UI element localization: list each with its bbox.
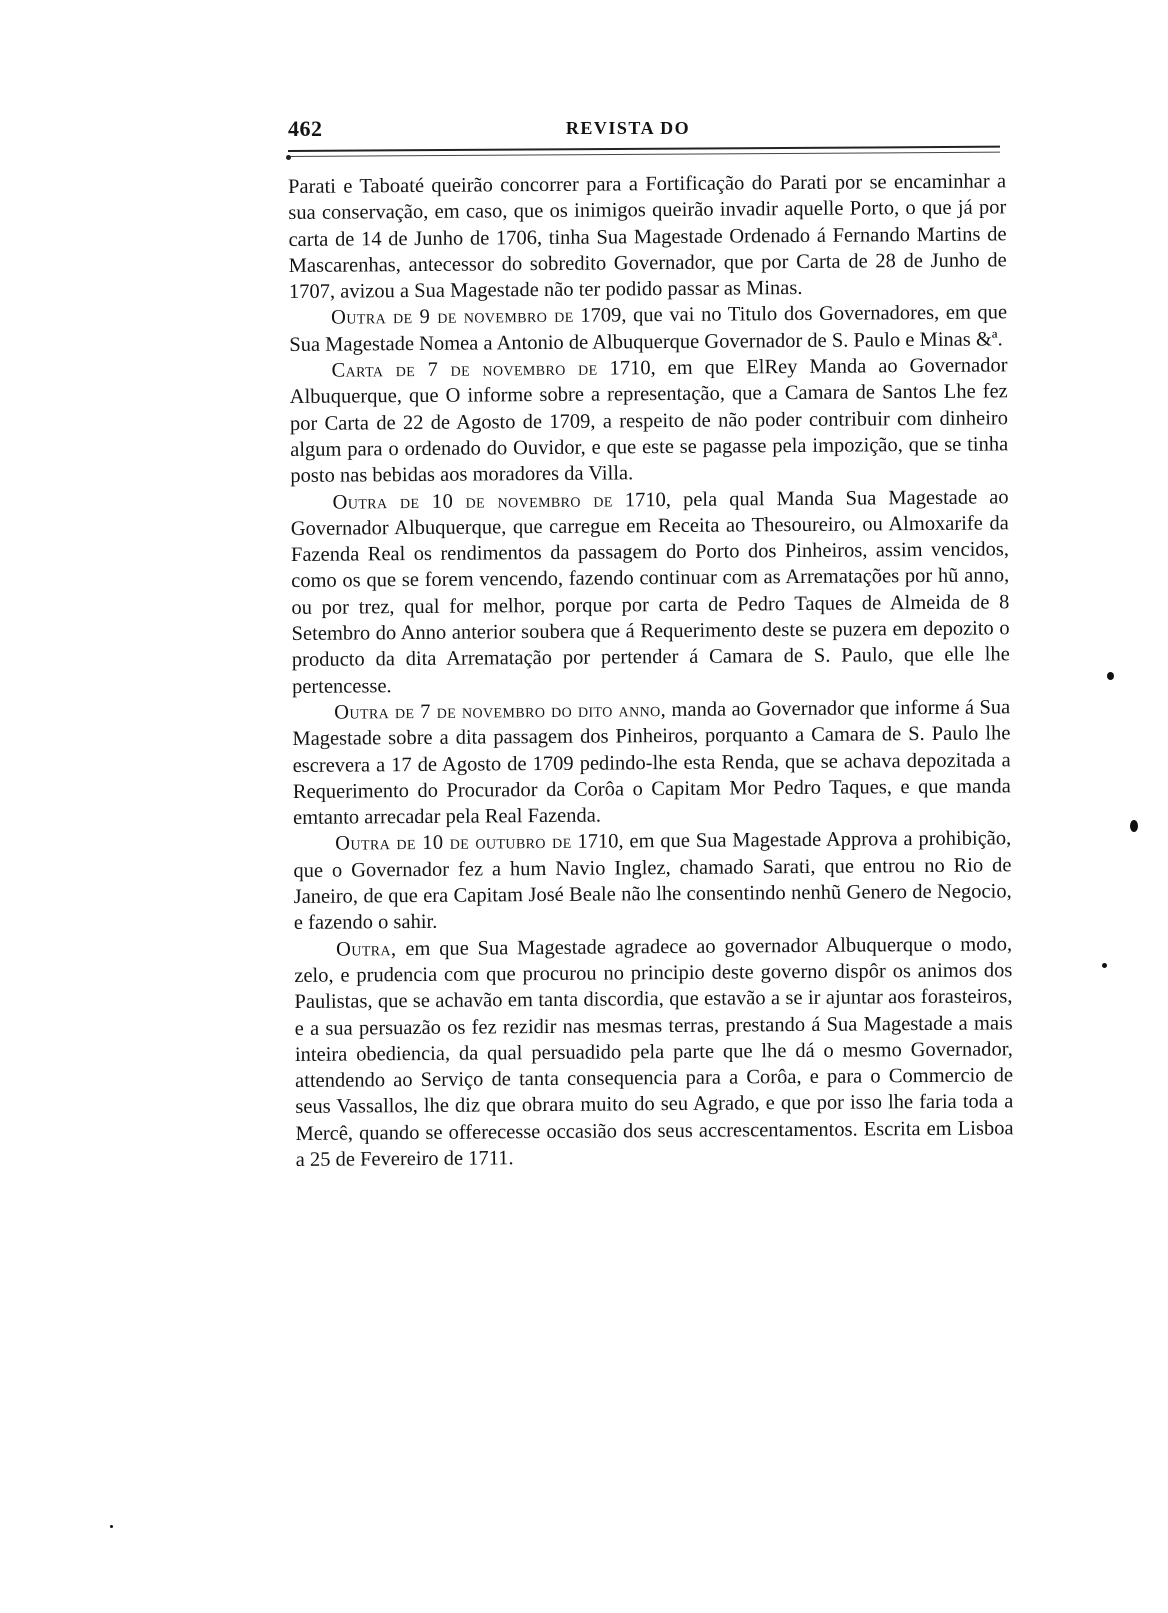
paragraph-text: 1710, pela qual Manda Sua Magestade ao Governador Albuquerque, que carregue em Receita ao Thesoureiro, ou Almoxarife da Fazenda Real os rendimentos da passagem do Porto dos Pinheiros, assim vencidos, como os que se forem vencendo, fazendo continuar com as Arrematações por hũ anno, ou por trez, qual for melhor, porque por carta de Pedro Taques de Almeida de 8 Setembro do Anno anterior soubera que á Requerimento deste se puzera em depozito o producto da dita Arrematação por pertender á Camara de S. Paulo, que elle lhe pertencesse. <box>290 485 1010 698</box>
paragraph-lead: Carta de 7 de novembro de <box>331 357 598 382</box>
paragraph-outra-9-novembro-1709 <box>289 300 1007 358</box>
paragraph-outra-10-novembro-1710 <box>290 484 1010 700</box>
paragraph-lead: Outra de 10 de outubro de <box>335 831 572 856</box>
body-text <box>288 168 1014 1173</box>
paragraph-lead: Outra de 10 de novembro de <box>332 489 613 514</box>
paragraph-text: 1710, em que Sua Magestade Approva a prohibição, que o Governador fez a hum Navio Inglez, chamado Sarati, que entrou no Rio de Janeiro, de que era Capitam José Beale não lhe consentindo nenhũ Genero de Negocio, e fazendo o sahir. <box>293 827 1012 935</box>
ink-dot <box>286 155 291 160</box>
running-head <box>288 112 1008 146</box>
ink-speck <box>1107 672 1114 680</box>
paragraph-outra-10-outubro-1710 <box>293 826 1012 937</box>
paragraph-text: manda ao Governador que informe á Sua Magestade sobre a dita passagem dos Pinheiros, porquanto a Camara de S. Paulo lhe escrevera a 17 de Agosto de 1709 pedindo-lhe esta Renda, que se achava depozitada a Requerimento do Procurador da Corôa o Capitam Mor Pedro Taques, e que manda emtanto arrecadar pela Real Fazenda. <box>292 696 1011 830</box>
paragraph-continuation <box>288 168 1007 305</box>
paragraph-lead: Outra, <box>336 937 397 961</box>
paragraph-lead: Outra de 7 de novembro do dito anno, <box>334 698 667 724</box>
paragraph-text: Parati e Taboaté queirão concorrer para a Fortificação do Parati por se encaminhar a sua conservação, em caso, que os inimigos queirão invadir aquelle Porto, o que já por carta de 14 de Junho de 1706, tinha Sua Magestade Ordenado á Fernando Martins de Mascarenhas, antecessor do sobredito Governador, que por Carta de 28 de Junho de 1707, avizou a Sua Magestade não ter podido passar as Minas. <box>288 170 1007 304</box>
paragraph-carta-7-novembro-1710 <box>289 352 1008 489</box>
page-number: 462 <box>288 116 323 141</box>
ink-speck <box>1102 963 1107 968</box>
paragraph-outra-7-novembro-dito-anno <box>292 694 1011 831</box>
ink-speck <box>1130 820 1138 832</box>
header-rule <box>288 146 1000 157</box>
paragraph-outra-agradece <box>294 931 1014 1173</box>
paragraph-text: 1709, que vai no Titulo dos Governadores, em que Sua Magestade Nomea a Antonio de Albuquerque Governador de S. Paulo e Minas &ª. <box>289 301 1008 356</box>
running-title: REVISTA DO <box>565 118 691 138</box>
paragraph-text: 1710, em que ElRey Manda ao Governador Albuquerque, que O informe sobre a representação, que a Camara de Santos Lhe fez por Carta de 22 de Agosto de 1709, a respeito de não poder contribuir com dinheiro algum para o ordenado do Ouvidor, e que este se pagasse pela impozição, que se tinha posto nas bebidas aos moradores da Villa. <box>289 354 1009 488</box>
ink-speck <box>110 1525 113 1528</box>
paragraph-lead: Outra de 9 de novembro de <box>331 305 574 330</box>
paragraph-text: em que Sua Magestade agradece ao governador Albuquerque o modo, zelo, e prudencia com que procurou no principio deste governo dispôr os animos dos Paulistas, que se achavão em tanta discordia, que estavão a se ir ajuntar aos forasteiros, e a sua persuazão os fez rezidir nas mesmas terras, prestando á Sua Magestade a mais inteira obediencia, da qual persuadido pela parte que lhe dá o mesmo Governador, attendendo ao Serviço de tanta consequencia para a Corôa, e para o Commercio de seus Vassallos, lhe diz que obrara muito do seu Agrado, e que por isso lhe faria toda a Mercê, quando se offerecesse occasião dos seus accrescentamentos. Escrita em Lisboa a 25 de Fevereiro de 1711. <box>294 932 1014 1171</box>
